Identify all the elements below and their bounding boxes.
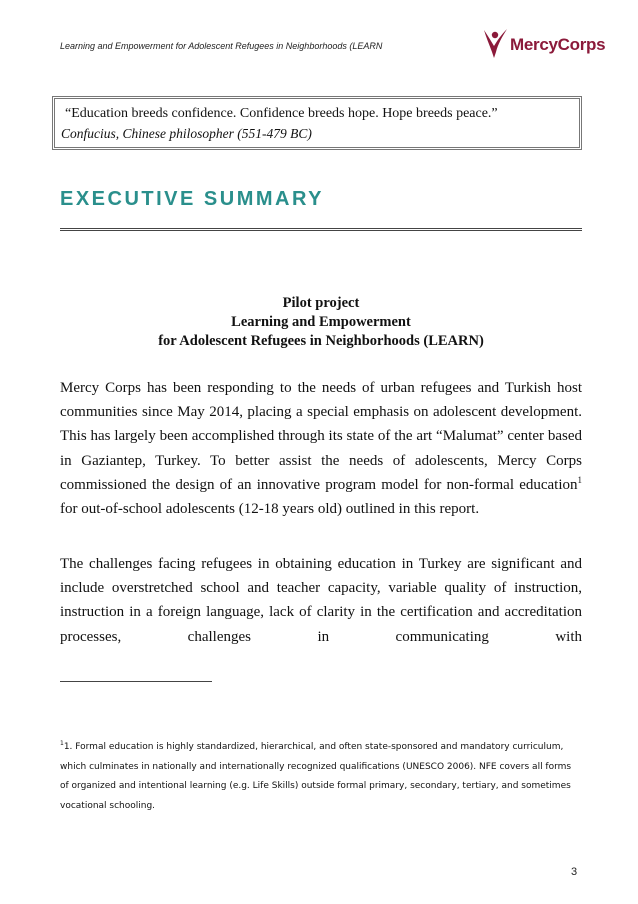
logo-wordmark: MercyCorps bbox=[510, 35, 606, 54]
footnote-separator bbox=[60, 681, 212, 682]
running-header: Learning and Empowerment for Adolescent Refugees in Neighborhoods (LEARN bbox=[60, 41, 383, 51]
footnote bbox=[60, 738, 582, 816]
paragraph-2: The challenges facing refugees in obtaining education in Turkey are significant and include overstretched school and teacher capacity, variable quality of instruction, instruction in a foreign language, lack of clarity in the certification and accreditation processes, challenges in communicating with bbox=[60, 556, 582, 645]
paragraph-1-text-end: for out-of-school adolescents (12-18 years old) outlined in this report. bbox=[60, 501, 480, 518]
paragraph-1-text: Mercy Corps has been responding to the needs of urban refugees and Turkish host communities since May 2014, placing a special emphasis on adolescent development. This has largely been accomplished through its state of the art “Malumat” center based in Gaziantep, Turkey. To better assist the needs of adolescents, Mercy Corps commissioned the design of an innovative program model for non-formal education bbox=[60, 380, 582, 493]
quote-box bbox=[52, 96, 582, 150]
heading-divider bbox=[60, 228, 582, 231]
subtitle-line-3: for Adolescent Refugees in Neighborhoods (LEARN) bbox=[158, 333, 484, 349]
footnote-marker: 1 bbox=[60, 740, 64, 747]
page-number: 3 bbox=[571, 866, 578, 878]
footnote-text: 1. Formal education is highly standardized, hierarchical, and often state-sponsored and mandatory curriculum, which culminates in nationally and internationally recognized qualifications (UNESCO 2006). NFE covers all forms of organized and intentional learning (e.g. Life Skills) outside formal primary, secondary, tertiary, and sometimes vocational schooling. bbox=[60, 742, 572, 811]
subtitle-line-2: Learning and Empowerment bbox=[231, 314, 411, 330]
quote-attribution: Confucius, Chinese philosopher (551-479 BC) bbox=[61, 126, 312, 141]
footnote-reference: 1 bbox=[577, 474, 582, 485]
mercy-corps-logo bbox=[480, 24, 625, 64]
subtitle-line-1: Pilot project bbox=[282, 295, 360, 311]
quote-text: “Education breeds confidence. Confidence breeds hope. Hope breeds peace.” bbox=[65, 106, 498, 121]
mercy-corps-figure-icon bbox=[480, 26, 510, 60]
section-heading: EXECUTIVE SUMMARY bbox=[60, 188, 325, 210]
paragraph-1 bbox=[60, 376, 582, 521]
